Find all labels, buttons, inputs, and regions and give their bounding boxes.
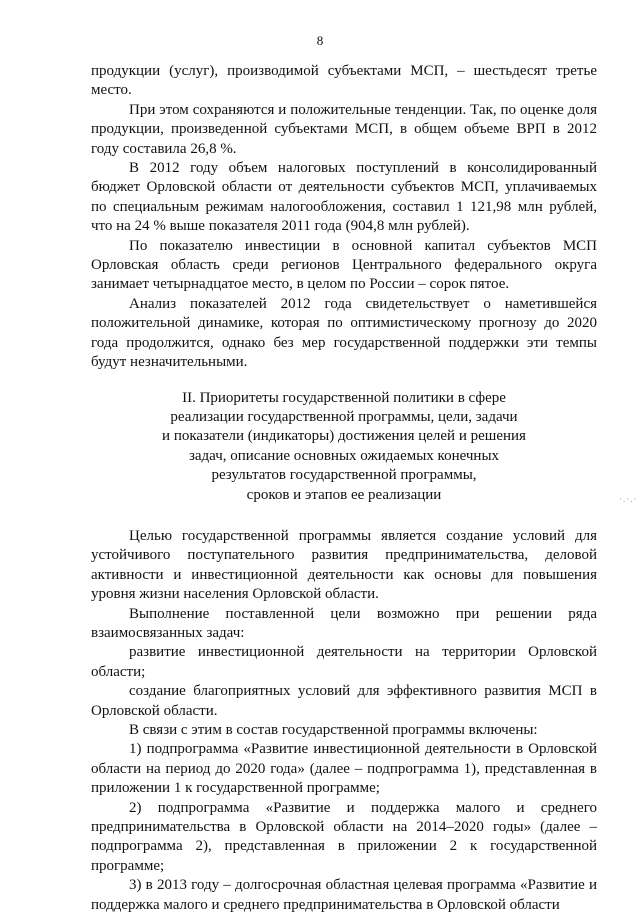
heading-line: сроков и этапов ее реализации: [246, 486, 442, 503]
paragraph: продукции (услуг), производимой субъектами МСП, – шестьдесят третье место.: [91, 63, 597, 99]
paragraph: Выполнение поставленной цели возможно при решении ряда взаимосвязанных задач:: [91, 605, 597, 641]
paragraph: 2) подпрограмма «Развитие и поддержка малого и среднего предпринимательства в Орловской области на 2014–2020 годы» (далее – подпрограмма 2), представленная в приложении 2 к государственной программе;: [91, 799, 597, 874]
margin-mark: ·.·.·: [619, 494, 638, 504]
heading-line: задач, описание основных ожидаемых конечных: [188, 447, 500, 464]
paragraph: В 2012 году объем налоговых поступлений в консолидированный бюджет Орловской области от деятельности субъектов МСП, уплачиваемых по специальным режимам налогообложения, составил 1 121,98 млн рублей, что на 24 % выше показателя 2011 года (904,8 млн рублей).: [91, 160, 597, 235]
page-number: 8: [316, 33, 324, 48]
heading-line: и показатели (индикаторы) достижения целей и решения: [162, 428, 526, 445]
section-heading: [91, 389, 597, 505]
paragraph: В связи с этим в состав государственной программы включены:: [129, 722, 538, 738]
heading-line: реализации государственной программы, цели, задачи: [170, 408, 518, 425]
intro-paragraphs: [91, 62, 597, 373]
heading-line: результатов государственной программы,: [211, 467, 477, 484]
paragraph: При этом сохраняются и положительные тенденции. Так, по оценке доля продукции, произведенной субъектами МСП, в общем объеме ВРП в 2012 году составила 26,8 %.: [91, 101, 597, 157]
paragraph: 1) подпрограмма «Развитие инвестиционной деятельности в Орловской области на период до 2020 года» (далее – подпрограмма 1), представленная в приложении 1 к государственной программе;: [91, 741, 597, 797]
paragraph: 3) в 2013 году – долгосрочная областная целевая программа «Развитие и поддержка малого и среднего предпринимательства в Орловской области: [91, 877, 597, 913]
paragraph: Анализ показателей 2012 года свидетельствует о наметившейся положительной динамике, которая по оптимистическому прогнозу до 2020 года продолжится, однако без мер государственной поддержки эти темпы будут незначительными.: [91, 295, 597, 371]
paragraph: развитие инвестиционной деятельности на территории Орловской области;: [91, 644, 597, 680]
document-body: [91, 62, 597, 915]
goals-paragraphs: [91, 527, 597, 915]
paragraph: создание благоприятных условий для эффективного развития МСП в Орловской области.: [91, 683, 597, 719]
heading-line: II. Приоритеты государственной политики в сфере: [182, 389, 506, 406]
paragraph: По показателю инвестиции в основной капитал субъектов МСП Орловская область среди регионов Центрального федерального округа занимает четырнадцатое место, в целом по России – сорок пятое.: [91, 237, 597, 293]
paragraph: Целью государственной программы является создание условий для устойчивого поступательного развития предпринимательства, деловой активности и инвестиционной деятельности как основы для повышения уровня жизни населения Орловской области.: [91, 527, 597, 603]
